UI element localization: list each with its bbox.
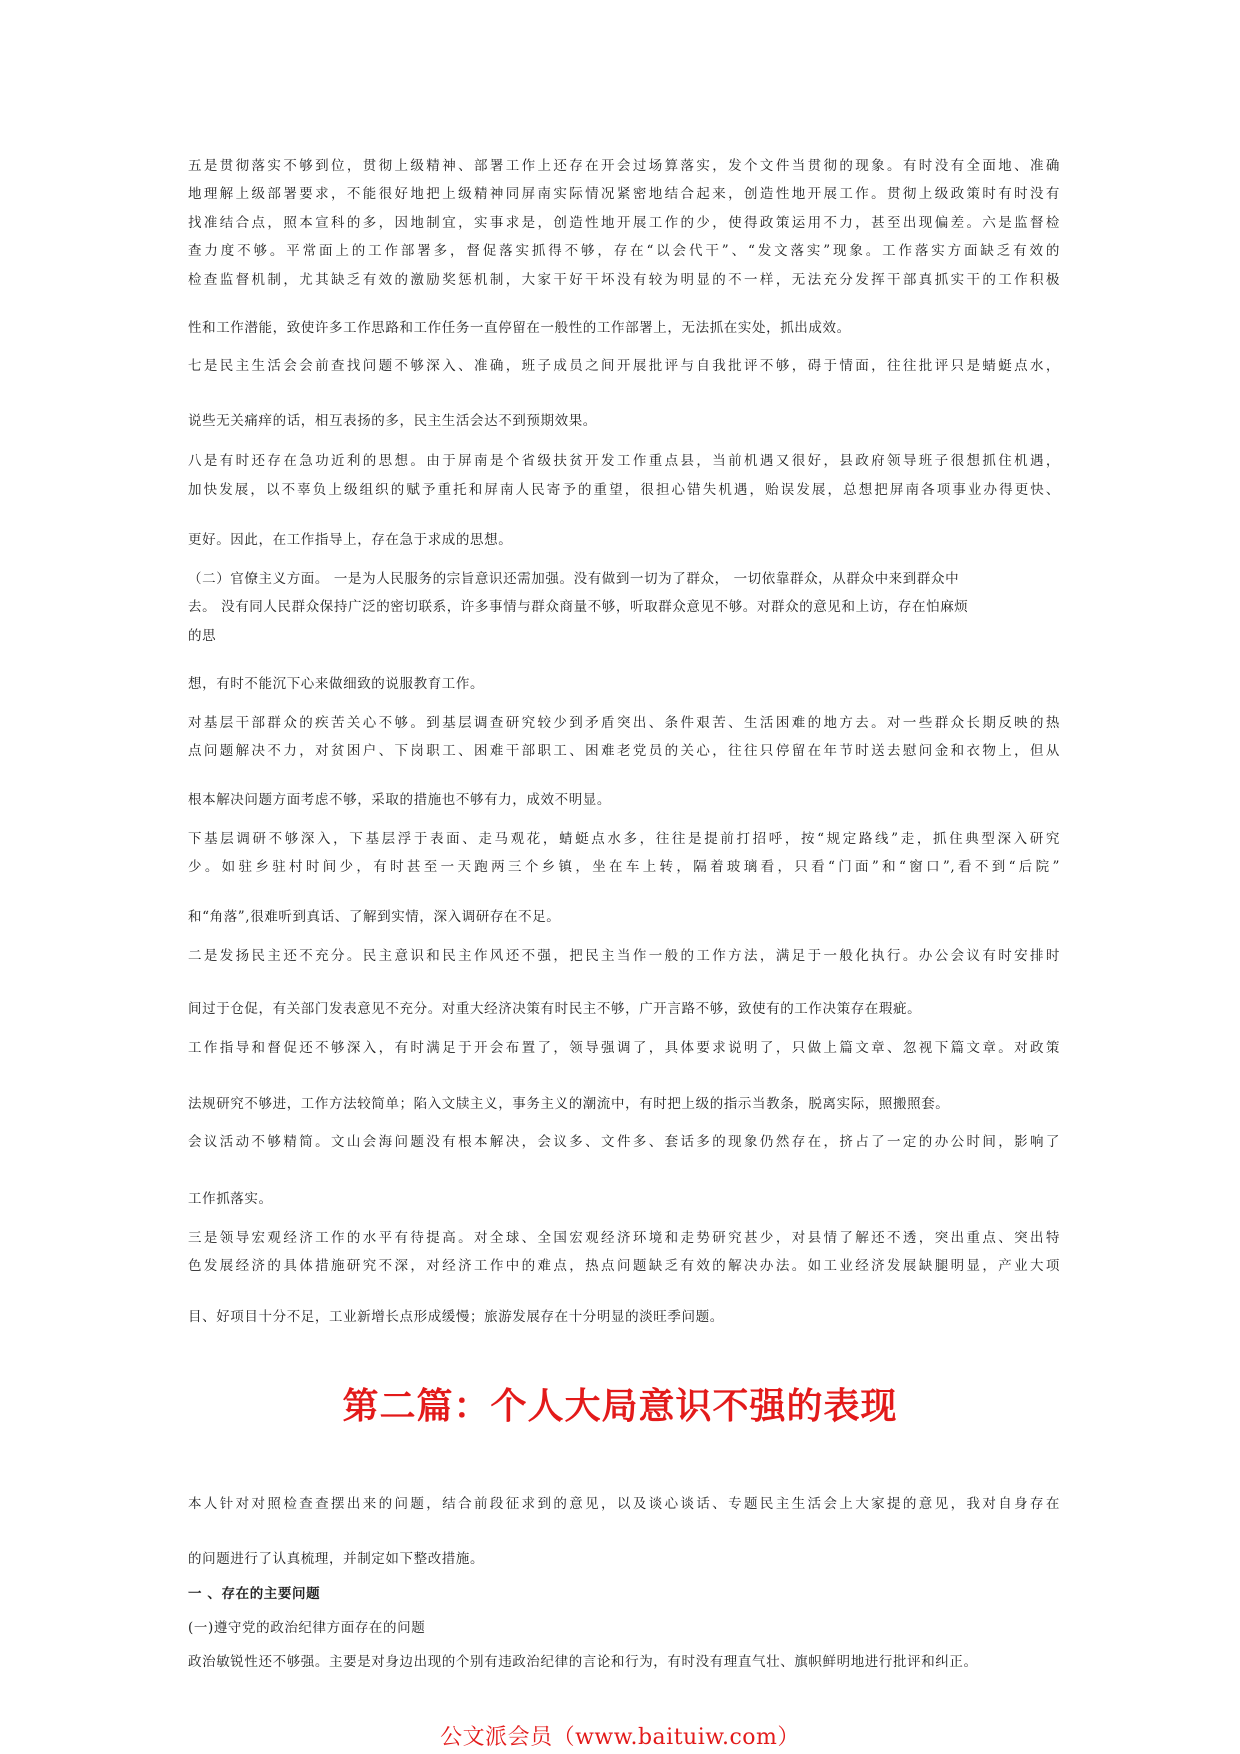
- paragraph-line: 和“角落”,很难听到真话、了解到实情，深入调研存在不足。: [188, 909, 561, 925]
- paragraph-line: 去。 没有同人民群众保持广泛的密切联系，许多事情与群众商量不够，听取群众意见不够。对群众的意见和上访，存在怕麻烦: [188, 599, 969, 615]
- paragraph-line: 地理解上级部署要求，不能很好地把上级精神同屏南实际情况紧密地结合起来，创造性地开展工作。贯彻上级政策时有时没有: [188, 186, 1060, 202]
- paragraph-line: 的问题进行了认真梳理，并制定如下整改措施。: [188, 1551, 485, 1567]
- paragraph-line: 更好。因此，在工作指导上，存在急于求成的思想。: [188, 532, 513, 548]
- footer-watermark: 公文派会员（www.baituiw.com）: [440, 1725, 800, 1750]
- paragraph-line: 七是民主生活会会前查找问题不够深入、准确，班子成员之间开展批评与自我批评不够，碍于情面，往往批评只是蜻蜓点水，: [188, 358, 1060, 374]
- paragraph-line: 色发展经济的具体措施研究不深，对经济工作中的难点，热点问题缺乏有效的解决办法。如工业经济发展缺腿明显，产业大项: [188, 1258, 1060, 1274]
- paragraph-line: 本人针对对照检查查摆出来的问题，结合前段征求到的意见，以及谈心谈话、专题民主生活会上大家提的意见，我对自身存在: [188, 1496, 1060, 1512]
- paragraph-line: 检查监督机制，尤其缺乏有效的激励奖惩机制，大家干好干坏没有较为明显的不一样，无法充分发挥干部真抓实干的工作积极: [188, 272, 1060, 288]
- paragraph-line: 加快发展，以不辜负上级组织的赋予重托和屏南人民寄予的重望，很担心错失机遇，贻误发展，总想把屏南各项事业办得更快、: [188, 482, 1060, 498]
- paragraph-line: 少。如驻乡驻村时间少，有时甚至一天跑两三个乡镇，坐在车上转，隔着玻璃看，只看“门面”和“窗口”,看不到“后院”: [188, 859, 1060, 875]
- paragraph-line: 三是领导宏观经济工作的水平有待提高。对全球、全国宏观经济环境和走势研究甚少，对县情了解还不透，突出重点、突出特: [188, 1230, 1060, 1246]
- paragraph-line: 根本解决问题方面考虑不够，采取的措施也不够有力，成效不明显。: [188, 792, 611, 808]
- section-title: 第二篇：个人大局意识不强的表现: [342, 1386, 898, 1427]
- paragraph-line: 工作抓落实。: [188, 1191, 273, 1207]
- paragraph-line: 说些无关痛痒的话，相互表扬的多，民主生活会达不到预期效果。: [188, 413, 597, 429]
- paragraph-line: 八是有时还存在急功近利的思想。由于屏南是个省级扶贫开发工作重点县，当前机遇又很好，县政府领导班子很想抓住机遇，: [188, 453, 1060, 469]
- paragraph-line: 的思: [188, 628, 217, 644]
- paragraph-line: 政治敏锐性还不够强。主要是对身边出现的个别有违政治纪律的言论和行为，有时没有理直气壮、旗帜鲜明地进行批评和纠正。: [188, 1654, 978, 1670]
- paragraph-line: 目、好项目十分不足，工业新增长点形成缓慢；旅游发展存在十分明显的淡旺季问题。: [188, 1309, 724, 1325]
- paragraph-line: 性和工作潜能，致使许多工作思路和工作任务一直停留在一般性的工作部署上，无法抓在实处，抓出成效。: [188, 320, 851, 336]
- paragraph-line: 想，有时不能沉下心来做细致的说服教育工作。: [188, 676, 485, 692]
- paragraph-line: 会议活动不够精简。文山会海问题没有根本解决，会议多、文件多、套话多的现象仍然存在，挤占了一定的办公时间，影响了: [188, 1134, 1060, 1150]
- paragraph-line: 工作指导和督促还不够深入，有时满足于开会布置了，领导强调了，具体要求说明了，只做上篇文章、忽视下篇文章。对政策: [188, 1040, 1060, 1056]
- paragraph-line: 找准结合点，照本宣科的多，因地制宜，实事求是，创造性地开展工作的少，使得政策运用不力，甚至出现偏差。六是监督检: [188, 215, 1060, 231]
- subsection-heading: (一)遵守党的政治纪律方面存在的问题: [188, 1620, 426, 1636]
- paragraph-line: 二是发扬民主还不充分。民主意识和民主作风还不强，把民主当作一般的工作方法，满足于一般化执行。办公会议有时安排时: [188, 948, 1060, 964]
- paragraph-line: 法规研究不够进，工作方法较简单；陷入文牍主义，事务主义的潮流中，有时把上级的指示当教条，脱离实际，照搬照套。: [188, 1096, 950, 1112]
- section-heading: 一 、存在的主要问题: [188, 1586, 321, 1602]
- paragraph-line: 对基层干部群众的疾苦关心不够。到基层调查研究较少到矛盾突出、条件艰苦、生活困难的地方去。对一些群众长期反映的热: [188, 715, 1060, 731]
- paragraph-line: （二）官僚主义方面。 一是为人民服务的宗旨意识还需加强。没有做到一切为了群众， 一切依靠群众，从群众中来到群众中: [188, 571, 960, 587]
- paragraph-line: 点问题解决不力，对贫困户、下岗职工、困难干部职工、困难老党员的关心，往往只停留在年节时送去慰问金和衣物上，但从: [188, 743, 1060, 759]
- paragraph-line: 下基层调研不够深入，下基层浮于表面、走马观花，蜻蜓点水多，往往是提前打招呼，按“规定路线”走，抓住典型深入研究: [188, 831, 1060, 847]
- paragraph-line: 五是贯彻落实不够到位，贯彻上级精神、部署工作上还存在开会过场算落实，发个文件当贯彻的现象。有时没有全面地、准确: [188, 158, 1060, 174]
- paragraph-line: 查力度不够。平常面上的工作部署多，督促落实抓得不够，存在“以会代干”、“发文落实”现象。工作落实方面缺乏有效的: [188, 243, 1060, 259]
- paragraph-line: 间过于仓促，有关部门发表意见不充分。对重大经济决策有时民主不够，广开言路不够，致使有的工作决策存在瑕疵。: [188, 1001, 922, 1017]
